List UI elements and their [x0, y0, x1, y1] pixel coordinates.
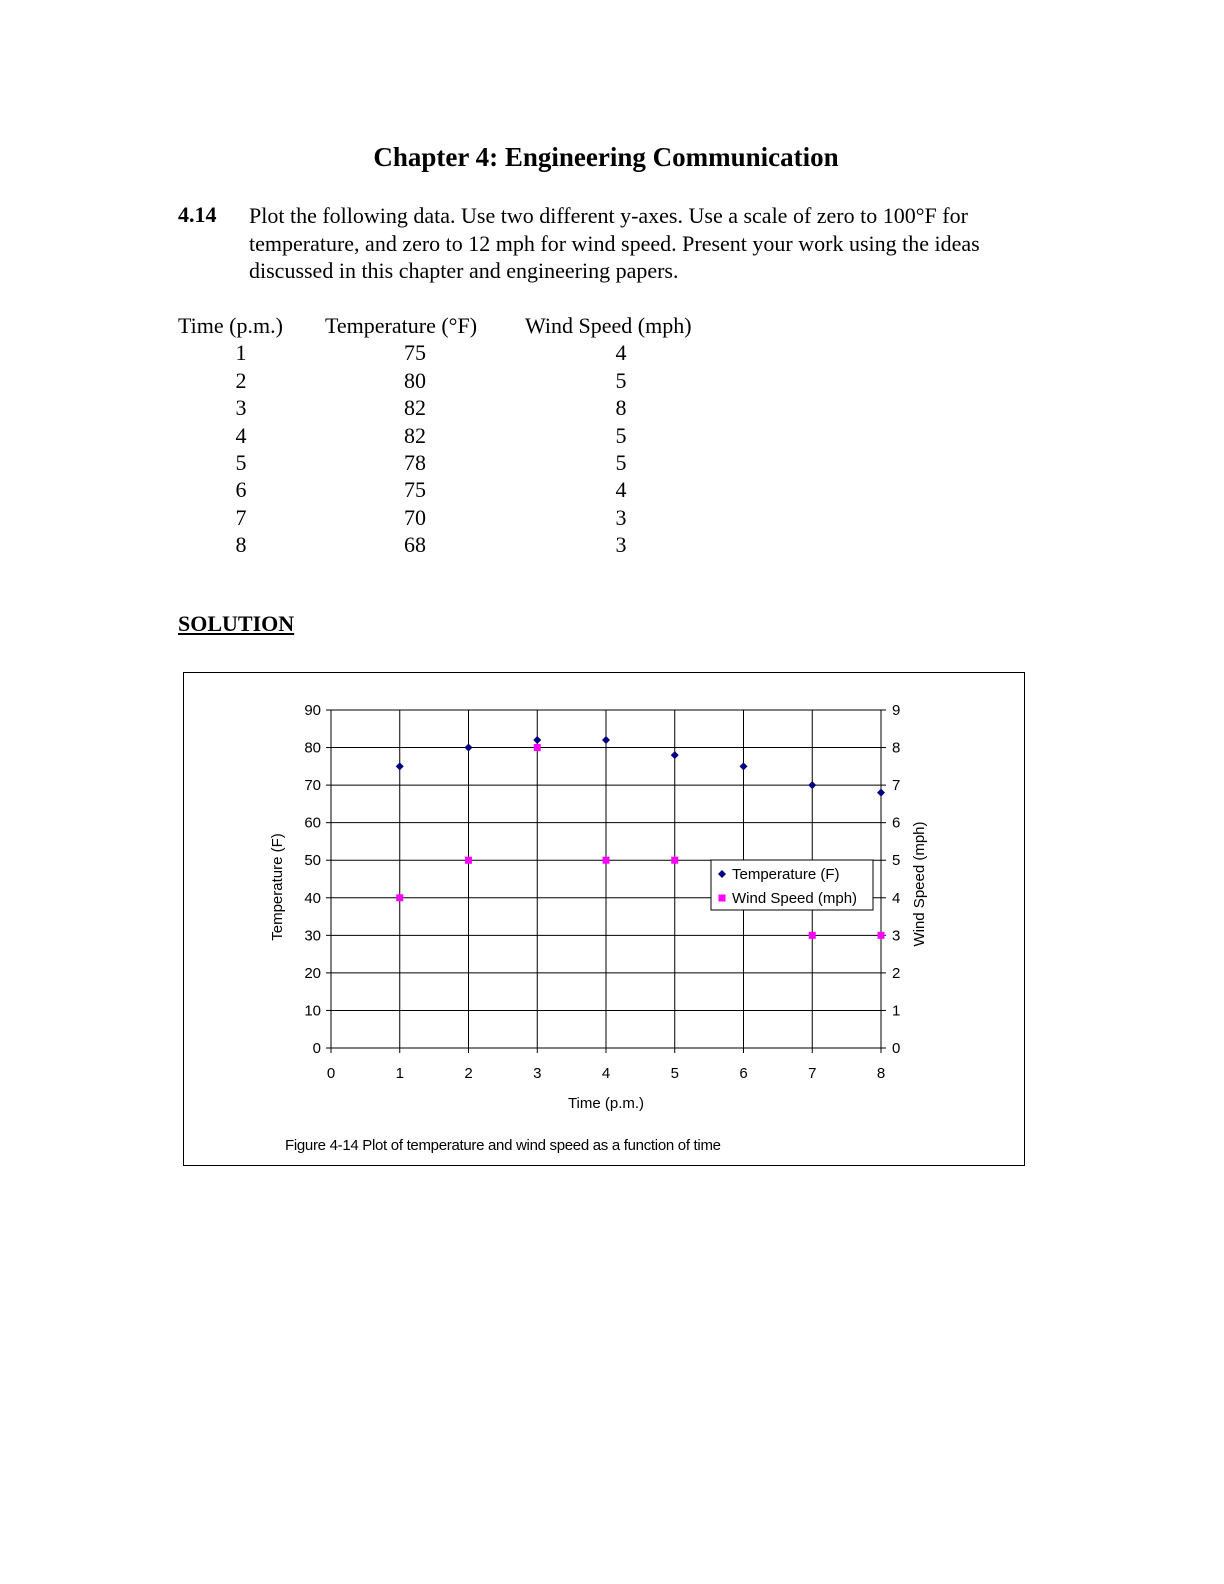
column-header-time: Time (p.m.): [178, 313, 283, 338]
wind-speed-point: [878, 932, 885, 939]
problem-statement: Plot the following data. Use two different y-axes. Use a scale of zero to 100°F for temperature, and zero to 12 mph for wind speed. Present your work using the ideas discussed in this chapter and engineering papers.: [249, 203, 980, 283]
temperature-point: [602, 736, 610, 744]
wind-speed-cell: 4: [615, 340, 627, 366]
wind-speed-cell: 4: [615, 477, 627, 503]
x-tick-label: 7: [808, 1065, 817, 1082]
wind-speed-point: [534, 744, 541, 751]
x-tick-label: 1: [395, 1065, 404, 1082]
legend-temperature-label: Temperature (F): [732, 866, 840, 883]
wind-speed-cell: 8: [615, 395, 627, 421]
y2-tick-label: 6: [892, 814, 901, 832]
wind-speed-point: [465, 857, 472, 864]
y-tick-label: 90: [304, 702, 321, 719]
figure-frame: [183, 672, 1025, 1166]
y-tick-label: 30: [304, 927, 321, 945]
y-tick-label: 0: [312, 1040, 321, 1057]
temperature-cell: 82: [404, 395, 426, 421]
temperature-point: [740, 762, 748, 770]
y2-tick-label: 3: [892, 927, 901, 945]
y2-axis-title: Wind Speed (mph): [911, 821, 928, 947]
y2-tick-label: 0: [892, 1040, 901, 1057]
wind-speed-cell: 3: [615, 504, 627, 530]
y-tick-label: 60: [304, 814, 321, 832]
dual-axis-scatter-chart: [184, 673, 1026, 1167]
temperature-point: [877, 789, 885, 797]
y-tick-label: 20: [304, 964, 321, 982]
y2-tick-label: 8: [892, 739, 901, 757]
time-cell: 8: [235, 532, 247, 558]
temperature-point: [671, 751, 679, 759]
y-axis-title: Temperature (F): [269, 833, 286, 941]
x-tick-label: 2: [464, 1065, 473, 1082]
y2-tick-label: 9: [892, 702, 901, 719]
wind-speed-cell: 5: [615, 367, 627, 393]
temperature-point: [465, 744, 473, 752]
time-cell: 5: [235, 449, 247, 475]
time-cell: 1: [235, 340, 247, 366]
x-tick-label: 0: [326, 1065, 336, 1082]
x-tick-label: 5: [670, 1065, 679, 1082]
y2-tick-label: 1: [892, 1002, 901, 1020]
legend-wind-speed-label: Wind Speed (mph): [732, 890, 858, 907]
time-cell: 6: [235, 477, 247, 503]
wind-speed-point: [671, 857, 678, 864]
y2-tick-label: 2: [892, 964, 901, 982]
solution-heading: SOLUTION: [178, 611, 295, 636]
wind-speed-cell: 5: [615, 422, 627, 448]
y2-tick-label: 4: [892, 889, 901, 907]
temperature-cell: 80: [404, 367, 426, 393]
temperature-cell: 82: [404, 422, 426, 448]
y2-tick-label: 7: [892, 777, 901, 795]
y-tick-label: 10: [304, 1002, 321, 1020]
time-cell: 7: [235, 504, 247, 530]
x-tick-label: 4: [601, 1065, 611, 1082]
x-tick-label: 3: [533, 1065, 542, 1082]
page-title: Chapter 4: Engineering Communication: [373, 142, 839, 172]
y-tick-label: 70: [304, 777, 321, 795]
column-header-temperature: Temperature (°F): [325, 313, 478, 338]
y2-tick-label: 5: [892, 852, 901, 870]
y-tick-label: 40: [304, 889, 321, 907]
time-cell: 2: [235, 367, 247, 393]
figure-caption: Figure 4-14 Plot of temperature and wind speed as a function of time: [285, 1137, 721, 1154]
column-header-wind-speed: Wind Speed (mph): [525, 313, 692, 338]
time-cell: 4: [235, 422, 247, 448]
y-tick-label: 80: [304, 739, 321, 757]
legend-wind-speed-marker: [719, 895, 726, 902]
problem-number: 4.14: [178, 202, 217, 227]
wind-speed-cell: 5: [615, 449, 627, 475]
x-axis-title: Time (p.m.): [567, 1095, 645, 1112]
temperature-point: [808, 781, 816, 789]
temperature-cell: 70: [404, 504, 426, 530]
wind-speed-point: [809, 932, 816, 939]
temperature-cell: 75: [404, 477, 426, 503]
x-tick-label: 6: [739, 1065, 748, 1082]
wind-speed-point: [396, 894, 403, 901]
wind-speed-point: [603, 857, 610, 864]
temperature-point: [533, 736, 541, 744]
x-tick-label: 8: [876, 1065, 886, 1082]
temperature-cell: 75: [404, 340, 426, 366]
wind-speed-cell: 3: [615, 532, 627, 558]
temperature-cell: 68: [404, 532, 426, 558]
temperature-cell: 78: [404, 449, 426, 475]
temperature-point: [396, 762, 404, 770]
time-cell: 3: [235, 395, 247, 421]
y-tick-label: 50: [304, 852, 321, 870]
